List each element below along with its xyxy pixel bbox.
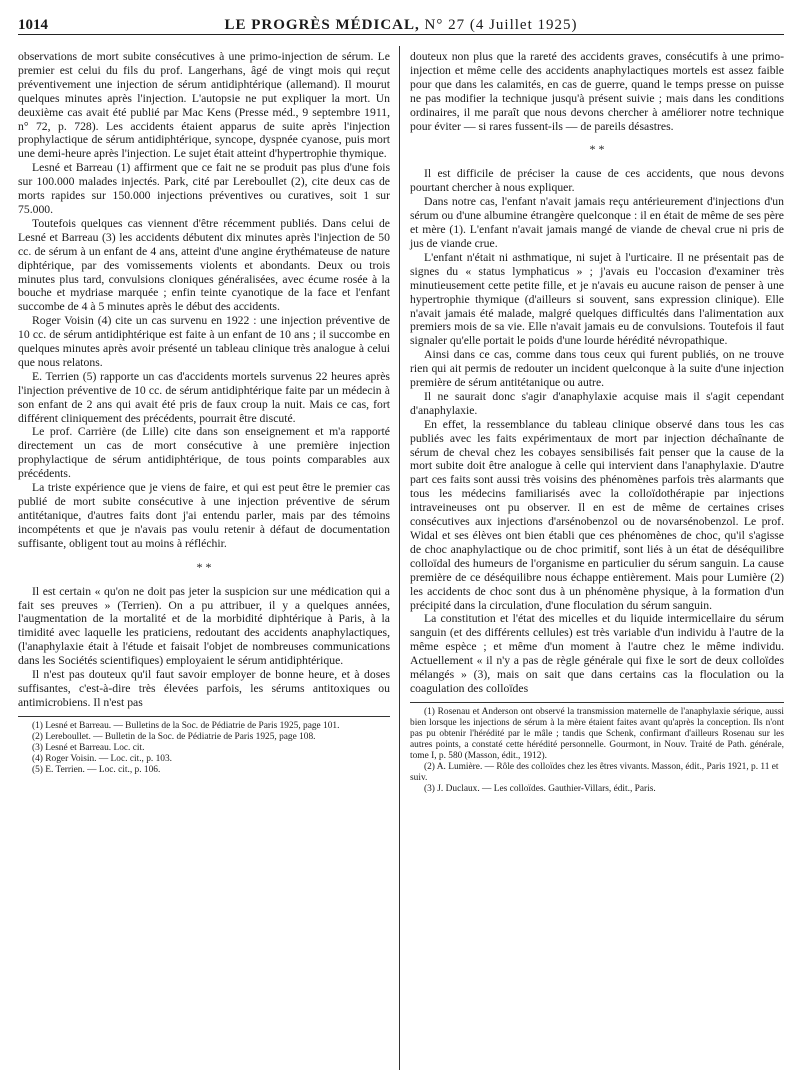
footnote: (2) A. Lumière. — Rôle des colloïdes chez les êtres vivants. Masson, édit., Paris 1921, p. 11 et suiv.	[410, 761, 779, 783]
paragraph: Ainsi dans ce cas, comme dans tous ceux qui furent publiés, on ne trouve rien qui ait permis de redouter un incident quelconque à la suite d'une injection première de sérum antitétanique ou autre.	[410, 348, 784, 390]
paragraph: Le prof. Carrière (de Lille) cite dans son enseignement et m'a rapporté directement un cas de mort consécutive à une première injection prophylactique de sérum antidiphtérique, de tous points comparables aux précédents.	[18, 425, 390, 481]
footnote: (4) Roger Voisin. — Loc. cit., p. 103.	[32, 753, 173, 764]
paragraph: Il n'est pas douteux qu'il faut savoir employer de bonne heure, et à doses suffisantes, c'est-à-dire très élevées parfois, les sérums antitoxiques ou antimicrobiens. Il n'est pas	[18, 668, 390, 709]
paragraph: La constitution et l'état des micelles et du liquide intermicellaire du sérum sanguin (et des différents cellules) est très variable d'un individu à l'autre de la même espèce ; et même d'un moment à l'autre chez le même individu. Actuellement « il n'y a pas de règle générale qui fixe le sort de deux colloïdes mélangés » (3), mais on sait que dans certains cas la floculation ou la coagulation des colloïdes	[410, 612, 784, 695]
left-column	[18, 50, 390, 776]
footnote: (2) Lereboullet. — Bulletin de la Soc. de Pédiatrie de Paris 1925, page 108.	[32, 731, 316, 742]
footnote: (3) Lesné et Barreau. Loc. cit.	[32, 742, 145, 753]
paragraph: Il est certain « qu'on ne doit pas jeter la suspicion sur une médication qui a fait ses preuves » (Terrien). On a pu attribuer, il y a quelques années, l'augmentation de la mortalité et de la morbidité diphtérique à Paris, à la timidité avec laquelle les praticiens, redoutant des accidents anaphylactiques, (l'anaphylaxie était à l'étude et faisait l'objet de nombreuses communications dans les Sociétés scientifiques) employaient le sérum antidiphtérique.	[18, 584, 390, 668]
footnote: (1) Lesné et Barreau. — Bulletins de la Soc. de Pédiatrie de Paris 1925, page 101.	[32, 720, 340, 731]
running-header	[18, 10, 784, 35]
paragraph: La triste expérience que je viens de faire, et qui est peut être le premier cas publié de mort subite consécutive à une injection préventive de sérum antitétanique, d'autres faits dont j'ai entendu parler, mais par des témoins incompétents et que je n'avais pas voulu retenir à défaut de documentation suffisante, obligent tout au moins à réfléchir.	[18, 481, 390, 550]
paragraph: Dans notre cas, l'enfant n'avait jamais reçu antérieurement d'injections d'un sérum ou d'une albumine étrangère quelconque : il en était de même de ses père et mère (1). L'enfant n'avait jamais mangé de viande de cheval crue ni pris de jus de viande crue.	[410, 195, 784, 250]
column-divider	[399, 46, 400, 1070]
footnote-rule	[18, 716, 390, 717]
section-separator: * *	[196, 559, 212, 574]
right-column	[410, 50, 784, 795]
journal-page	[18, 10, 784, 1084]
footnote: (5) E. Terrien. — Loc. cit., p. 106.	[32, 764, 161, 775]
footnote: (3) J. Duclaux. — Les colloïdes. Gauthier-Villars, édit., Paris.	[424, 783, 656, 794]
paragraph: Roger Voisin (4) cite un cas survenu en 1922 : une injection préventive de 10 cc. de sérum antidiphtérique est faite à un enfant de 10 ans ; il succombe en quelques minutes après avoir présenté un tableau clinique très analogue à celui que nous relatons.	[18, 314, 390, 369]
paragraph: L'enfant n'était ni asthmatique, ni sujet à l'urticaire. Il ne présentait pas de signes du « status lymphaticus » ; j'avais eu l'occasion d'examiner très minutieusement cette petite fille, et je n'avais eu aucune raison de penser à une hypertrophie thymique (d'ailleurs si souvent, sans expression clinique). Elle n'avait jamais été malade, malgré quelques difficultés dans l'alimentation aux premiers mois de sa vie. Elle n'avait jamais eu de convulsions. Toutefois il faut signaler qu'elle portait le poids d'une lourde hérédité névropathique.	[410, 250, 784, 348]
paragraph: Lesné et Barreau (1) affirment que ce fait ne se produit pas plus d'une fois sur 100.000 malades injectés. Park, cité par Lereboullet (2), cite deux cas de morts rapides sur 150.000 injections préventives ou curatives, soit 1 sur 75.000.	[18, 161, 390, 216]
section-separator: * *	[589, 142, 605, 157]
paragraph: Il est difficile de préciser la cause de ces accidents, que nous devons pourtant chercher à nous expliquer.	[410, 167, 784, 195]
paragraph: En effet, la ressemblance du tableau clinique observé dans tous les cas publiés avec les faits expérimentaux de mort par injection déchaînante de sérum de cheval chez les cobayes sensibilisés fait penser que la cause de la mort subite doit être analogue à celle qui intervient dans l'anaphylaxie. D'autre part ces faits sont aussi très voisins des phénomènes parfois très alarmants que tous les médecins familiarisés avec la colloïdothérapie par injections intraveineuses ont pu observer. Il en est de même de certaines crises consécutives aux injections d'arsénobenzol ou de novarsénobenzol. Le prof. Widal et ses élèves ont bien établi que ces phénomènes de choc, qu'il s'agisse de choc anaphylactique ou de choc primitif, sont liés à un état de déséquilibre colloïdal des humeurs de l'organisme en particulier du sérum sanguin. La cause première de ce déséquilibre nous échappe entièrement. Mais pour Lumière (2) les accidents de choc sont dus à un phénomène physique, à la formation d'un précipité dans la circulation, d'une floculation du sérum sanguin.	[410, 417, 784, 612]
paragraph: Il ne saurait donc s'agir d'anaphylaxie acquise mais il s'agit cependant d'anaphylaxie.	[410, 389, 784, 417]
journal-title	[224, 17, 577, 34]
journal-name: LE PROGRÈS MÉDICAL,	[224, 17, 420, 33]
paragraph: E. Terrien (5) rapporte un cas d'accidents mortels survenus 22 heures après l'injection préventive de 10 cc. de sérum antidiphtérique faite par un médecin à son enfant de 2 ans qui avait été pris de faux croup la nuit. Mais ce cas, fort différent cliniquement des précédents, pourrait être discuté.	[18, 369, 390, 425]
issue-date: N° 27 (4 Juillet 1925)	[424, 17, 578, 33]
paragraph: douteux non plus que la rareté des accidents graves, consécutifs à une primo-injection et même celle des accidents anaphylactiques mortels est assez faible pour que dans les calamités, en cas de guerre, quand le temps presse on puisse ne pas modifier la technique jusqu'à présent suivie ; mais dans les conditions ordinaires, il me paraît que nous devons chercher à améliorer notre technique pour éviter — si rares fussent-ils — de pareils désastres.	[410, 50, 784, 133]
paragraph: Toutefois quelques cas viennent d'être récemment publiés. Dans celui de Lesné et Barreau (3) les accidents débutent dix minutes après l'injection de 50 cc. de sérum à un enfant de 4 ans, atteint d'une angine érythémateuse de nature diphtérique, par des vomissements violents et abondants. Deux ou trois minutes plus tard, convulsions cloniques généralisées, avec écume rosée à la bouche et mydriase marquée ; enfin teinte cyanotique de la face et l'enfant succombe de 4 à 5 minutes après le début des accidents.	[18, 216, 390, 314]
paragraph: observations de mort subite consécutives à une primo-injection de sérum. Le premier est celui du fils du prof. Langerhans, âgé de vingt mois qui reçut préventivement une injection de sérum antidiphtérique (allemand). Il mourut quelques minutes après l'injection. L'autopsie ne put expliquer la mort. Un deuxième cas avait été publié par Mac Kens (Presse méd., 9 septembre 1911, n° 72, p. 728). Les accidents étaient apparus de suite après l'injection prophylactique de sérum antidiphtérique, syncope, dyspnée cyanose, puis mort une demi-heure après l'injection. Le sujet était atteint d'hypertrophie thymique.	[18, 50, 390, 161]
footnote: (1) Rosenau et Anderson ont observé la transmission maternelle de l'anaphylaxie sérique, aussi bien lorsque les injections de sérum à la mère étaient faites avant qu'après la conception. Ils n'ont pas pu obtenir l'hérédité par le mâle ; tandis que Schenk, confirmant d'ailleurs Rosenau sur les autres points, a constaté cette hérédité personnelle. Gourmont, in Nouv. Traité de Path. générale, tome I, p. 580 (Masson, édit., 1912).	[410, 706, 784, 761]
page-number: 1014	[18, 17, 48, 33]
footnote-rule	[410, 702, 784, 703]
